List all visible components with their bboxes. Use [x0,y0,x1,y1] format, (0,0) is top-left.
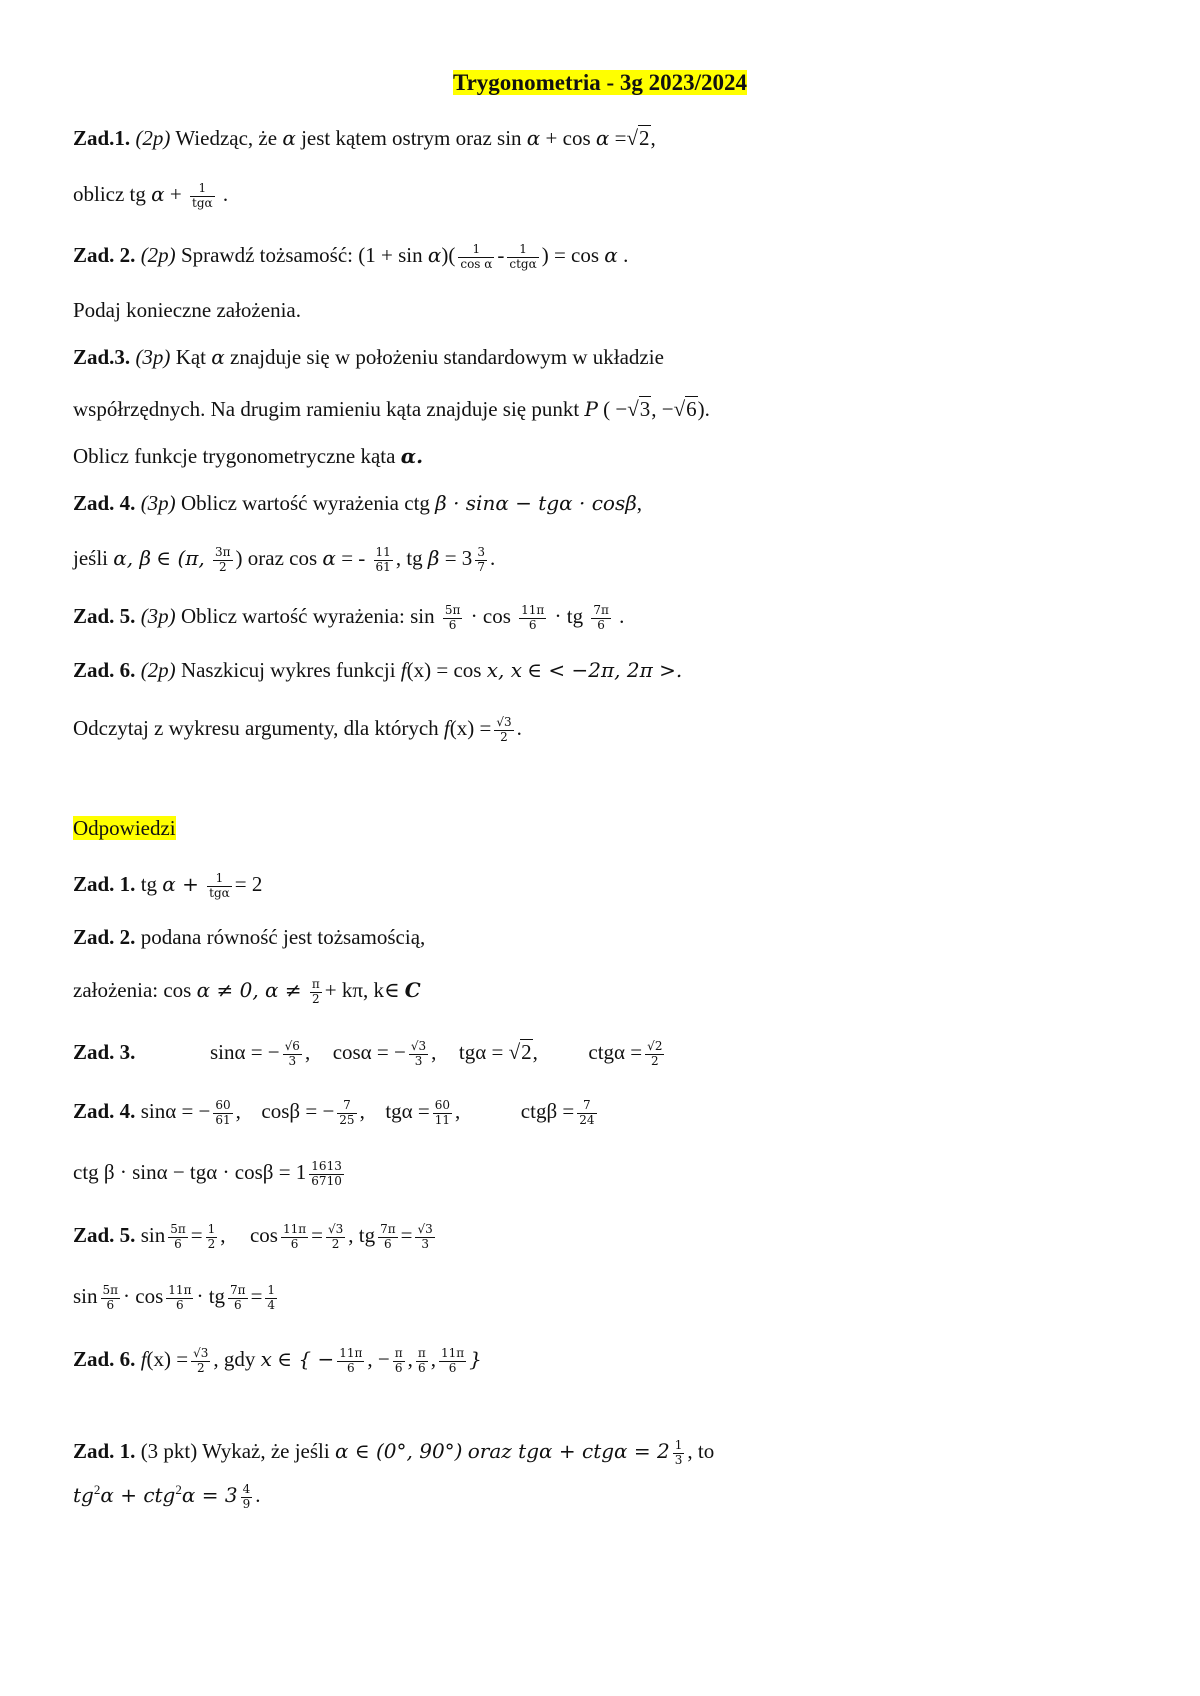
task-2-line-1: Zad. 2. (2p) Sprawdź tożsamość: (1 + sin α)( $\frac{1}{\text{cos α}}$ - $\frac{1}{\text{ctgα}}$ ) = cos α . [73,242,629,271]
task-3-line-3: Oblicz funkcje trygonometryczne kąta α. [73,444,424,468]
answer-1: Zad. 1. tg α + $\frac{1}{\text{tgα}}$ = 2 [73,871,263,900]
fraction: $\frac{1}{3}$ [674,1438,683,1467]
task-4-line-2: jeśli α, β ∈ (π, $\frac{3\pi}{2}$ ) oraz cos α = - $\frac{11}{61}$ , tg β = 3 $\frac{3}{7}$ . [73,545,496,574]
fraction: $\frac{√3}{3}$ [417,1222,433,1251]
fraction: $\frac{√3}{2}$ [327,1222,344,1251]
fraction: $\frac{3\pi}{2}$ [215,545,231,574]
fraction: $\frac{1}{4}$ [267,1283,276,1312]
answer-2-line-1: Zad. 2. podana równość jest tożsamością, [73,925,426,949]
fraction: $\frac{1}{\text{tgα}}$ [209,871,230,900]
answers-heading: Odpowiedzi [73,816,176,840]
fraction: $\frac{1}{\text{tgα}}$ [192,181,213,210]
task-6-line-2: Odczytaj z wykresu argumenty, dla których f(x) = $\frac{√3}{2}$ . [73,715,522,744]
fraction: $\frac{4}{9}$ [242,1482,251,1511]
answer-3: Zad. 3. sinα = − $\frac{√6}{3}$ , cosα = − $\frac{√3}{3}$ , tgα = √2, ctgα = $\frac{√2}{2}$ [73,1039,663,1068]
fraction: $\frac{\pi}{2}$ [311,977,320,1006]
answer-2-line-2: założenia: cos α ≠ 0, α ≠ $\frac{\pi}{2}$ + kπ, k∈ C [73,977,421,1006]
extra-task-line-2: $tg^2\alpha + ctg^2\alpha = 3$ $\frac{4}{9}$ . [73,1482,261,1511]
task-4-line-1: Zad. 4. (3p) Oblicz wartość wyrażenia ctg β · sinα − tgα · cosβ, [73,491,643,515]
document-title: Trygonometria - 3g 2023/2024 [452,70,748,95]
fraction: $\frac{5\pi}{6}$ [444,603,461,632]
task-6-line-1: Zad. 6. (2p) Naszkicuj wykres funkcji f(x) = cos x, x ∈ < −2π, 2π >. [73,658,683,682]
fraction: $\frac{1}{\text{ctgα}}$ [509,242,537,271]
answer-5-line-1: Zad. 5. sin $\frac{5\pi}{6}$ = $\frac{1}{2}$ , cos $\frac{11\pi}{6}$ = $\frac{√3}{2}$ , tg $\frac{7\pi}{6}$ = $\frac{√3}{3}$ [73,1222,433,1251]
fraction: $\frac{11\pi}{6}$ [168,1283,192,1312]
fraction: $\frac{√3}{2}$ [193,1346,209,1375]
fraction: $\frac{7}{24}$ [579,1098,595,1127]
fraction: $\frac{1}{2}$ [207,1222,216,1251]
fraction: $\frac{5\pi}{6}$ [170,1222,186,1251]
answer-6: Zad. 6. f(x) = $\frac{√3}{2}$ , gdy x ∈ { − $\frac{11\pi}{6}$ , − $\frac{\pi}{6}$ , $\frac{\pi}{6}$ , $\frac{11\pi}{6}$ } [73,1346,482,1375]
fraction: $\frac{√2}{2}$ [647,1039,663,1068]
task-3-line-2: współrzędnych. Na drugim ramieniu kąta znajduje się punkt P ( −√3, −√6). [73,397,710,421]
fraction: $\frac{60}{11}$ [434,1098,451,1127]
answer-4-line-1: Zad. 4. sinα = − $\frac{60}{61}$ , cosβ = − $\frac{7}{25}$ , tgα = $\frac{60}{11}$ , ctgβ = $\frac{7}{24}$ [73,1098,595,1127]
fraction: $\frac{√6}{3}$ [284,1039,300,1068]
answer-4-line-2: ctg β · sinα − tgα · cosβ = 1 $\frac{1613}{6710}$ [73,1159,342,1188]
fraction: $\frac{√3}{2}$ [496,715,512,744]
fraction: $\frac{1613}{6710}$ [311,1159,342,1188]
fraction: $\frac{60}{61}$ [215,1098,231,1127]
fraction: $\frac{7}{25}$ [339,1098,355,1127]
task-1-line-2: oblicz tg α + $\frac{1}{\text{tgα}}$ . [73,181,229,210]
fraction: $\frac{11\pi}{6}$ [521,603,545,632]
fraction: $\frac{11\pi}{6}$ [441,1346,465,1375]
fraction: $\frac{7\pi}{6}$ [230,1283,246,1312]
fraction: $\frac{\pi}{6}$ [394,1346,403,1375]
task-1-line-1: Zad.1. (2p) Wiedząc, że α jest kątem ostrym oraz sin α + cos α =√2, [73,126,656,150]
task-2-line-2: Podaj konieczne założenia. [73,298,301,322]
fraction: $\frac{\pi}{6}$ [417,1346,426,1375]
fraction: $\frac{√3}{3}$ [410,1039,427,1068]
task-5-line-1: Zad. 5. (3p) Oblicz wartość wyrażenia: sin $\frac{5\pi}{6}$ · cos $\frac{11\pi}{6}$ · tg $\frac{7\pi}{6}$ . [73,603,625,632]
fraction: $\frac{5\pi}{6}$ [102,1283,119,1312]
sqrt-2: √2 [626,126,650,150]
answer-5-line-2: sin $\frac{5\pi}{6}$ · cos $\frac{11\pi}{6}$ · tg $\frac{7\pi}{6}$ = $\frac{1}{4}$ [73,1283,276,1312]
fraction: $\frac{1}{\text{cos α}}$ [460,242,493,271]
fraction: $\frac{11\pi}{6}$ [282,1222,307,1251]
fraction: $\frac{7\pi}{6}$ [593,603,609,632]
fraction: $\frac{11\pi}{6}$ [339,1346,363,1375]
extra-task-line-1: Zad. 1. (3 pkt) Wykaż, że jeśli α ∈ (0°, 90°) oraz tgα + ctgα = 2 $\frac{1}{3}$ , to [73,1438,715,1467]
fraction: $\frac{7\pi}{6}$ [380,1222,396,1251]
task-3-line-1: Zad.3. (3p) Kąt α znajduje się w położeniu standardowym w układzie [73,345,664,369]
fraction: $\frac{3}{7}$ [477,545,485,574]
fraction: $\frac{11}{61}$ [375,545,391,574]
